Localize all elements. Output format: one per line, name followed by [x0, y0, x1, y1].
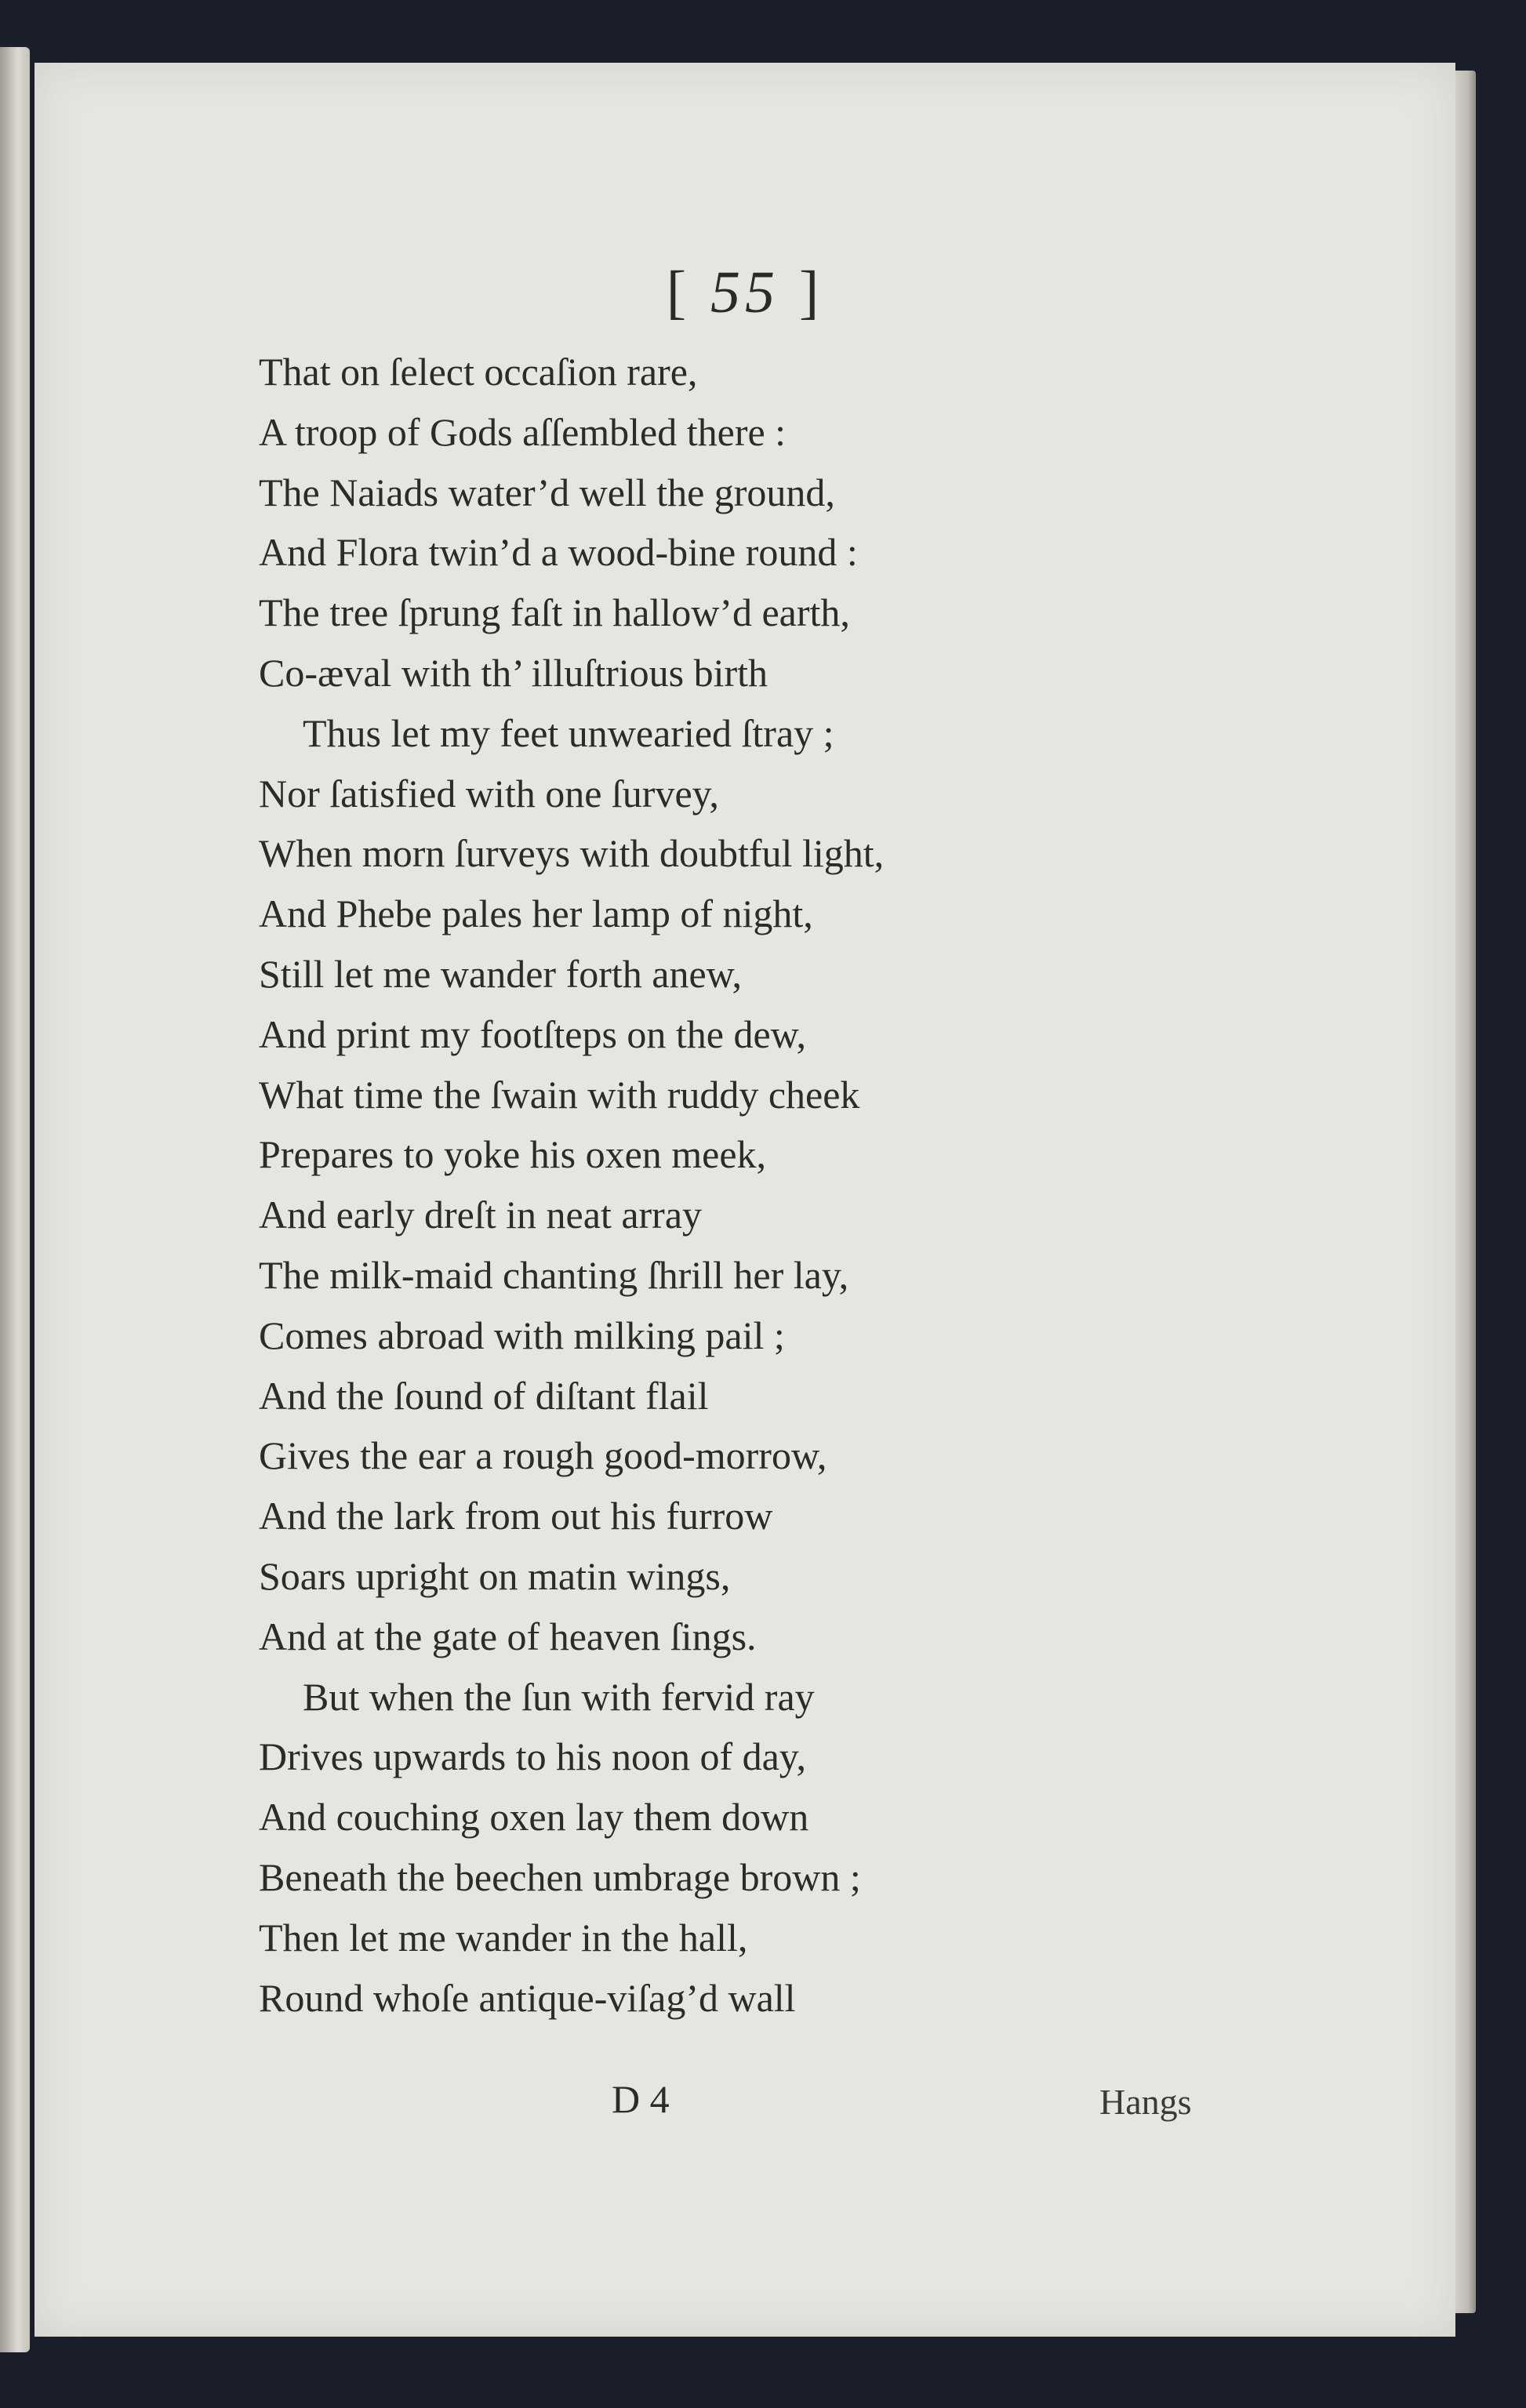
- poem-text: [259, 342, 1278, 2028]
- poem-line: The Naiads water’d well the ground,: [259, 470, 835, 514]
- poem-line: When morn ſurveys with doubtful light,: [259, 831, 885, 876]
- poem-line: And early dreſt in neat array: [259, 1193, 703, 1237]
- poem-line: The tree ſprung faſt in hallow’d earth,: [259, 590, 850, 635]
- poem-line: Nor ſatisfied with one ſurvey,: [259, 771, 719, 815]
- poem-line: Comes abroad with milking pail ;: [259, 1313, 785, 1357]
- page-number-value: 55: [710, 260, 779, 325]
- poem-line: Drives upwards to his noon of day,: [259, 1734, 807, 1779]
- poem-line: Beneath the beechen umbrage brown ;: [259, 1854, 861, 1899]
- signature-mark: D 4: [612, 2077, 670, 2121]
- page-number: [35, 259, 1455, 327]
- poem-line: Soars upright on matin wings,: [259, 1553, 731, 1598]
- poem-line: And the lark from out his furrow: [259, 1494, 773, 1538]
- poem-line: Then let me wander in the hall,: [259, 1915, 748, 1959]
- catchword: Hangs: [1099, 2082, 1192, 2122]
- poem-line: And Phebe pales her lamp of night,: [259, 892, 813, 936]
- poem-line: A troop of Gods aſſembled there :: [259, 409, 787, 454]
- poem-line: Gives the ear a rough good-morrow,: [259, 1433, 827, 1478]
- poem-line: And the ſound of diſtant flail: [259, 1373, 709, 1418]
- poem-line: And print my footſteps on the dew,: [259, 1012, 807, 1056]
- poem-line: And at the gate of heaven ſings.: [259, 1614, 757, 1658]
- page-number-bracket-close: ]: [799, 260, 824, 325]
- poem-line: The milk-maid chanting ſhrill her lay,: [259, 1252, 849, 1297]
- poem-line: That on ſelect occaſion rare,: [259, 350, 698, 394]
- book-page: [35, 63, 1455, 2337]
- poem-line: And Flora twin’d a wood-bine round :: [259, 530, 858, 575]
- poem-line: Thus let my feet unwearied ſtray ;: [303, 710, 834, 755]
- poem-line: Still let me wander forth anew,: [259, 951, 743, 996]
- poem-line: And couching oxen lay them down: [259, 1795, 809, 1840]
- poem-line: Round whoſe antique-viſag’d wall: [259, 1975, 796, 2020]
- poem-line: What time the ſwain with ruddy cheek: [259, 1072, 860, 1117]
- poem-line: But when the ſun with fervid ray: [303, 1674, 815, 1719]
- page-number-bracket-open: [: [666, 260, 691, 325]
- poem-line: Prepares to yoke his oxen meek,: [259, 1132, 767, 1177]
- left-page-edge: [0, 47, 30, 2352]
- poem-line: Co-æval with th’ illuſtrious birth: [259, 650, 768, 695]
